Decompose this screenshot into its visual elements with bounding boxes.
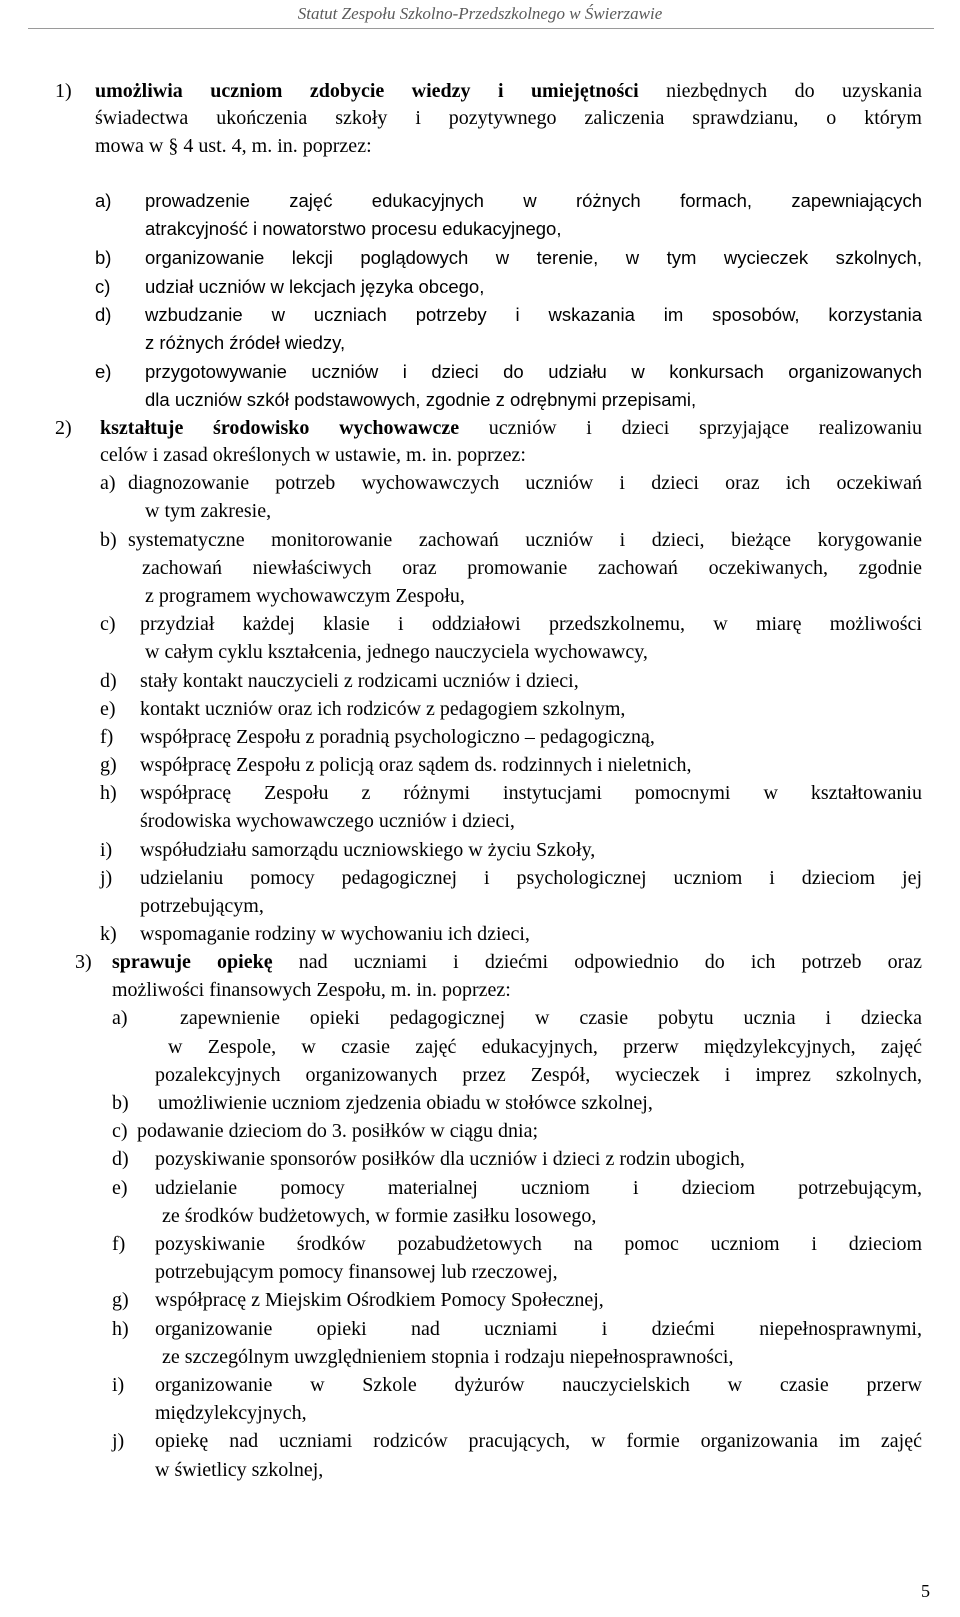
text-line: opiekę nad uczniami rodziców pracujących, w formie organizowania im zajęć xyxy=(155,1430,922,1452)
list-marker: g) xyxy=(112,1289,129,1311)
running-header: Statut Zespołu Szkolno-Przedszkolnego w Świerzawie xyxy=(297,4,663,23)
text-line: w całym cyklu kształcenia, jednego nauczyciela wychowawcy, xyxy=(145,641,648,663)
text-line: zapewnienie opieki pedagogicznej w czasie pobytu ucznia i dziecka xyxy=(180,1007,922,1029)
text-line: celów i zasad określonych w ustawie, m. in. poprzez: xyxy=(100,444,526,466)
text-line: ze szczególnym uwzględnieniem stopnia i rodzaju niepełnosprawności, xyxy=(162,1346,734,1368)
page-number: 5 xyxy=(921,1581,930,1601)
line-continuation: niezbędnych do uzyskania xyxy=(638,80,922,102)
text-line xyxy=(95,77,922,105)
text-line: wspomaganie rodziny w wychowaniu ich dzieci, xyxy=(140,923,530,945)
list-marker: f) xyxy=(112,1233,126,1255)
bold-lead-phrase: sprawuje opiekę xyxy=(112,951,273,973)
list-marker: j) xyxy=(100,867,113,889)
text-line: wzbudzanie w uczniach potrzeby i wskazania im sposobów, korzystania xyxy=(145,304,922,325)
text-line: atrakcyjność i nowatorstwo procesu edukacyjnego, xyxy=(145,218,562,239)
text-line: współpracę z Miejskim Ośrodkiem Pomocy Społecznej, xyxy=(155,1289,604,1311)
list-marker: a) xyxy=(112,1007,128,1029)
text-line: prowadzenie zajęć edukacyjnych w różnych formach, zapewniających xyxy=(145,190,922,211)
text-line: mowa w § 4 ust. 4, m. in. poprzez: xyxy=(95,135,372,157)
text-line: zachowań niewłaściwych oraz promowanie zachowań oczekiwanych, zgodnie xyxy=(142,557,922,579)
line-continuation: uczniów i dzieci sprzyjające realizowaniu xyxy=(459,417,922,439)
text-line: przygotowywanie uczniów i dzieci do udziału w konkursach organizowanych xyxy=(145,361,922,382)
text-line: współpracę Zespołu z policją oraz sądem ds. rodzinnych i nieletnich, xyxy=(140,754,692,776)
list-marker: g) xyxy=(100,754,117,776)
list-marker: e) xyxy=(100,698,116,720)
text-line: udział uczniów w lekcjach języka obcego, xyxy=(145,276,485,297)
text-line: umożliwienie uczniom zjedzenia obiadu w stołówce szkolnej, xyxy=(158,1092,653,1114)
text-line: pozyskiwanie sponsorów posiłków dla uczniów i dzieci z rodzin ubogich, xyxy=(155,1148,745,1170)
list-marker: c) xyxy=(100,613,116,635)
text-line: stały kontakt nauczycieli z rodzicami uczniów i dzieci, xyxy=(140,670,579,692)
text-line: międzylekcyjnych, xyxy=(155,1402,307,1424)
list-marker: k) xyxy=(100,923,117,945)
bold-lead-phrase: kształtuje środowisko wychowawcze xyxy=(100,417,460,439)
text-line: w tym zakresie, xyxy=(145,500,272,522)
text-line xyxy=(100,414,922,442)
text-line: organizowanie lekcji poglądowych w terenie, w tym wycieczek szkolnych, xyxy=(145,247,922,268)
text-line: kontakt uczniów oraz ich rodziców z pedagogiem szkolnym, xyxy=(140,698,626,720)
line-continuation: nad uczniami i dziećmi odpowiednio do ich potrzeb oraz xyxy=(272,951,922,973)
list-marker: e) xyxy=(112,1177,128,1199)
text-line: współpracę Zespołu z różnymi instytucjami pomocnymi w kształtowaniu xyxy=(140,782,922,804)
text-line: podawanie dzieciom do 3. posiłków w ciągu dnia; xyxy=(137,1120,539,1142)
text-line: potrzebującym, xyxy=(140,895,264,917)
text-line: udzielaniu pomocy pedagogicznej i psychologicznej uczniom i dzieciom jej xyxy=(140,867,922,889)
text-line: współpracę Zespołu z poradnią psychologiczno – pedagogiczną, xyxy=(140,726,655,748)
text-line: dla uczniów szkół podstawowych, zgodnie z odrębnymi przepisami, xyxy=(145,389,697,410)
text-line: z różnych źródeł wiedzy, xyxy=(145,332,346,353)
text-line xyxy=(112,948,922,976)
text-line: świadectwa ukończenia szkoły i pozytywnego zaliczenia sprawdzianu, o którym xyxy=(95,107,922,129)
list-marker: b) xyxy=(100,529,117,551)
list-marker: a) xyxy=(95,190,112,211)
list-marker: 2) xyxy=(55,417,72,439)
list-marker: c) xyxy=(112,1120,128,1142)
text-line: z programem wychowawczym Zespołu, xyxy=(145,585,465,607)
list-marker: i) xyxy=(112,1374,125,1396)
header-rule xyxy=(28,28,934,29)
text-line: systematyczne monitorowanie zachowań uczniów i dzieci, bieżące korygowanie xyxy=(128,529,922,551)
list-marker: d) xyxy=(95,304,112,325)
list-marker: 1) xyxy=(55,80,72,102)
list-marker: h) xyxy=(100,782,117,804)
list-marker: a) xyxy=(100,472,116,494)
text-line: udzielanie pomocy materialnej uczniom i dzieciom potrzebującym, xyxy=(155,1177,922,1199)
text-line: środowiska wychowawczego uczniów i dzieci, xyxy=(140,810,515,832)
list-marker: e) xyxy=(95,361,112,382)
list-marker: 3) xyxy=(75,951,92,973)
text-line: przydział każdej klasie i oddziałowi przedszkolnemu, w miarę możliwości xyxy=(140,613,922,635)
list-marker: c) xyxy=(95,276,111,297)
list-marker: d) xyxy=(100,670,117,692)
list-marker: b) xyxy=(112,1092,129,1114)
text-line: w świetlicy szkolnej, xyxy=(155,1459,324,1481)
list-marker: h) xyxy=(112,1318,129,1340)
list-marker: f) xyxy=(100,726,114,748)
text-line: możliwości finansowych Zespołu, m. in. poprzez: xyxy=(112,979,511,1001)
text-line: w Zespole, w czasie zajęć edukacyjnych, przerw międzylekcyjnych, zajęć xyxy=(168,1036,922,1058)
text-line: diagnozowanie potrzeb wychowawczych uczniów i dzieci oraz ich oczekiwań xyxy=(128,472,922,494)
text-line: pozyskiwanie środków pozabudżetowych na pomoc uczniom i dzieciom xyxy=(155,1233,922,1255)
text-line: organizowanie w Szkole dyżurów nauczycielskich w czasie przerw xyxy=(155,1374,922,1396)
text-line: organizowanie opieki nad uczniami i dziećmi niepełnosprawnymi, xyxy=(155,1318,922,1340)
text-line: potrzebującym pomocy finansowej lub rzeczowej, xyxy=(155,1261,558,1283)
list-marker: j) xyxy=(112,1430,125,1452)
list-marker: b) xyxy=(95,247,112,268)
text-line: współudziału samorządu uczniowskiego w życiu Szkoły, xyxy=(140,839,596,861)
text-line: pozalekcyjnych organizowanych przez Zespół, wycieczek i imprez szkolnych, xyxy=(155,1064,922,1086)
list-marker: d) xyxy=(112,1148,129,1170)
bold-lead-phrase: umożliwia uczniom zdobycie wiedzy i umiejętności xyxy=(95,80,639,102)
list-marker: i) xyxy=(100,839,113,861)
text-line: ze środków budżetowych, w formie zasiłku losowego, xyxy=(162,1205,597,1227)
